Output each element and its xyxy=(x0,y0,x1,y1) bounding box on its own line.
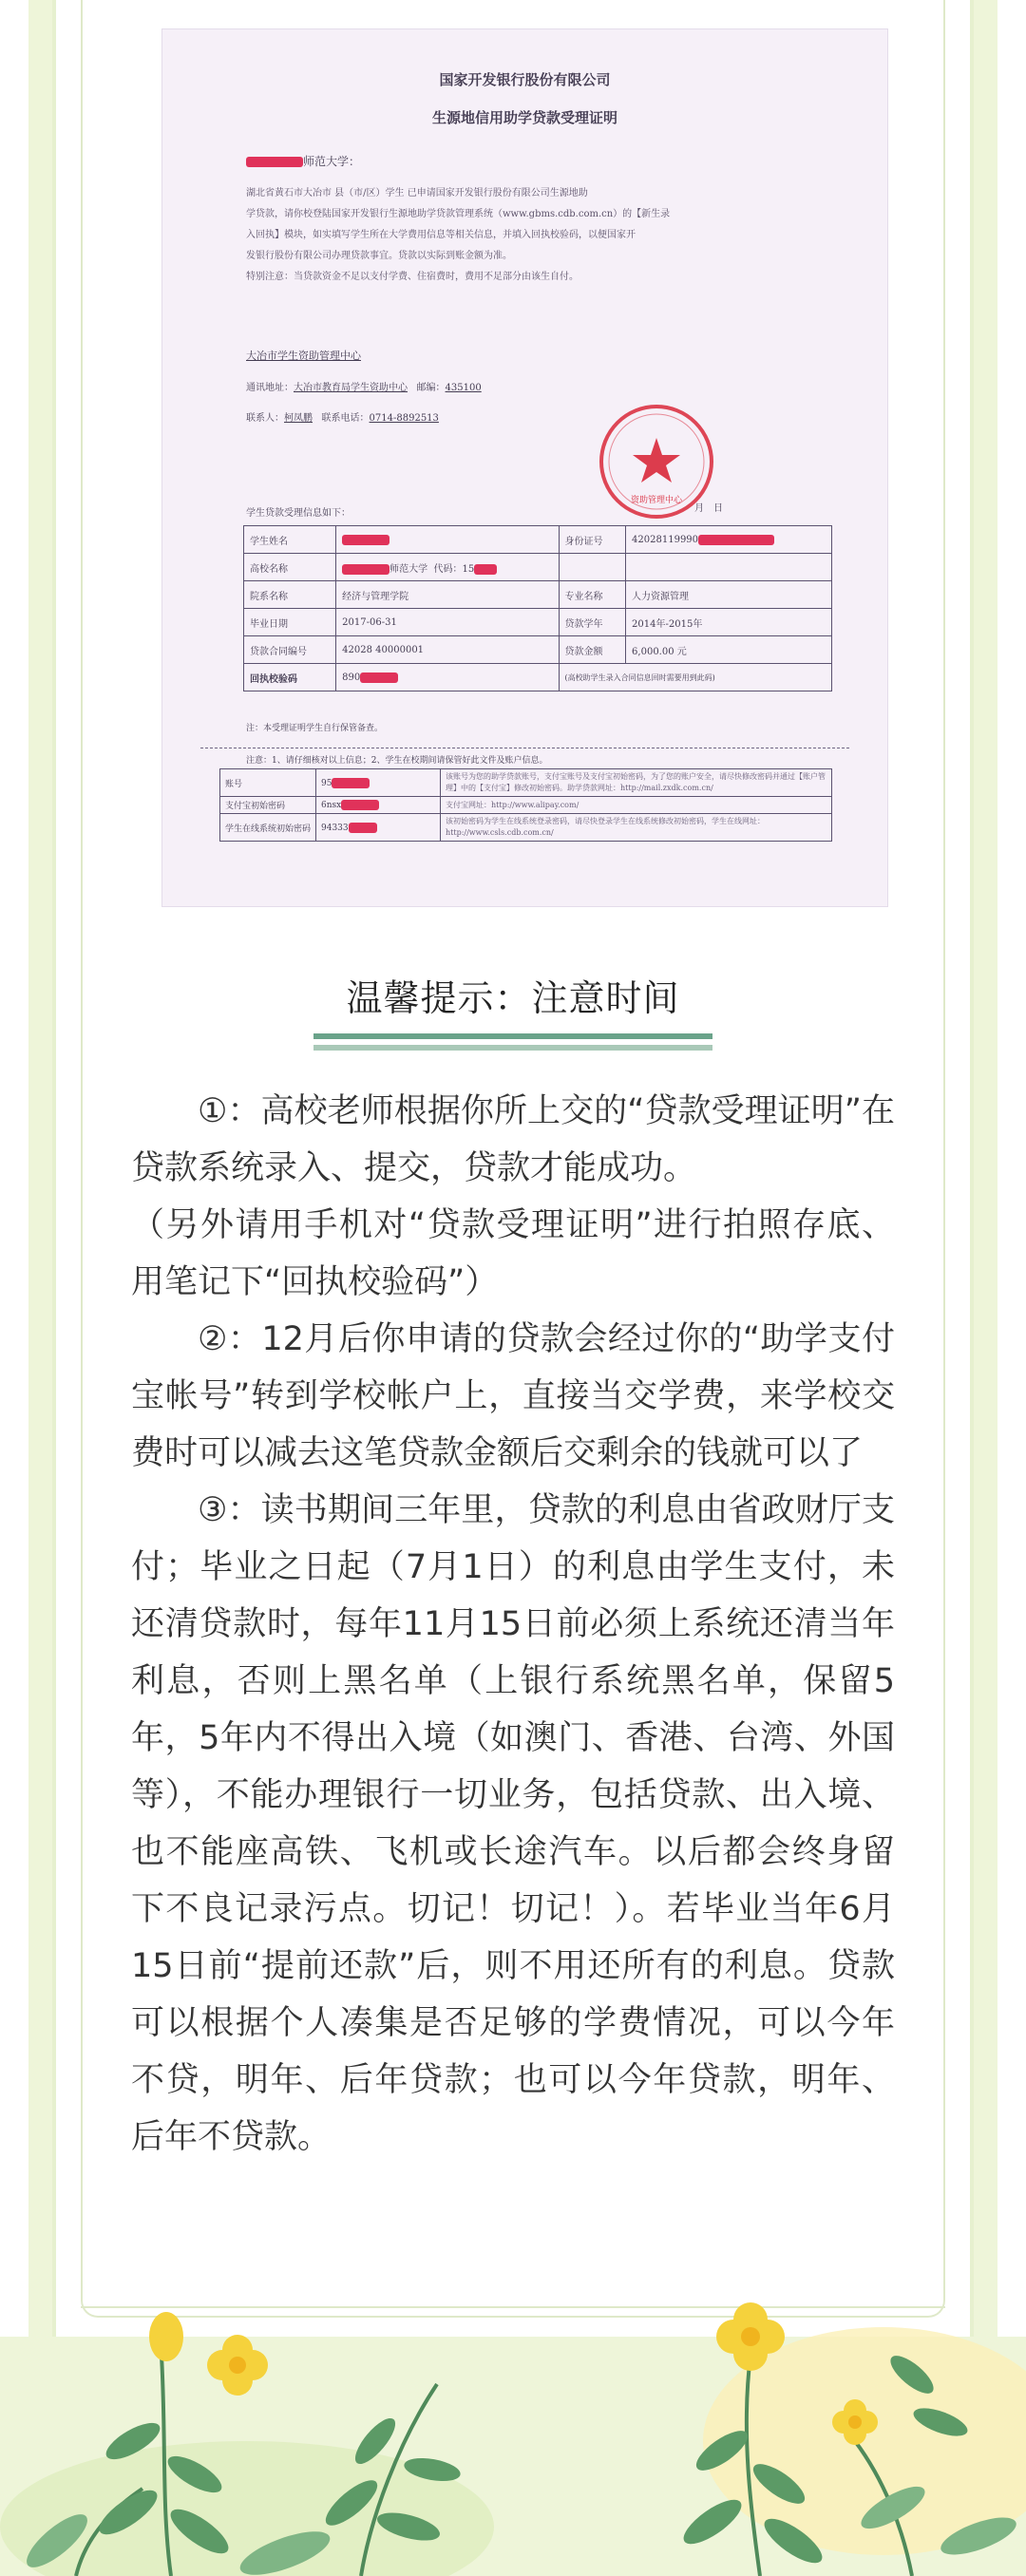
doc-bank-name: 国家开发银行股份有限公司 xyxy=(439,71,611,88)
table-row: 高校名称 师范大学 代码：15 xyxy=(244,554,832,581)
doc-note: 注：本受理证明学生自行保管备查。 xyxy=(246,724,384,733)
loan-certificate-scan xyxy=(162,28,888,907)
doc-title: 生源地信用助学贷款受理证明 xyxy=(431,109,618,126)
redaction-mark xyxy=(246,157,303,167)
tip-paragraph-2: ②：12月后你申请的贷款会经过你的“助学支付宝帐号”转到学校帐户上，直接当交学费，来学校交费时可以减去这笔贷款金额后交剩余的钱就可以了 xyxy=(131,1320,895,1472)
loan-info-table xyxy=(243,525,832,691)
table-row: 支付宝初始密码 6nsx 支付宝网址：http://www.alipay.com/ xyxy=(220,797,832,814)
doc-address: 通讯地址：大冶市教育局学生资助中心 邮编：435100 xyxy=(246,383,482,393)
doc-salutation: 师范大学： xyxy=(246,153,360,169)
doc-date: 月 日 xyxy=(694,503,723,514)
title-underline xyxy=(314,1033,712,1039)
table-row: 毕业日期 2017-06-31 贷款学年 2014年-2015年 xyxy=(244,609,832,636)
doc-contact: 联系人：柯凤鹏 联系电话：0714-8892513 xyxy=(246,413,439,424)
table-row: 学生姓名 身份证号 42028119990 xyxy=(244,526,832,554)
tip-paragraph-1: ①：高校老师根据你所上交的“贷款受理证明”在贷款系统录入、提交，贷款才能成功。 xyxy=(131,1092,895,1187)
tip-body xyxy=(131,1083,895,2166)
title-underline-light xyxy=(314,1045,712,1051)
table-row: 回执校验码 890 (高校助学生录入合同信息回时需要用到此码) xyxy=(244,664,832,691)
doc-info-title: 学生贷款受理信息如下： xyxy=(246,508,351,519)
tip-paragraph-note: （另外请用手机对“贷款受理证明”进行拍照存底、用笔记下“回执校验码”） xyxy=(131,1206,895,1301)
doc-center-name: 大冶市学生资助管理中心 xyxy=(246,350,361,362)
floral-footer-decoration xyxy=(0,2299,1026,2576)
doc-paragraph: 湖北省黄石市大冶市 县（市/区）学生 已申请国家开发银行股份有限公司生源地助 学贷款，请你校登陆国家开发银行生源地助学贷款管理系统（www.gbms.cdb.com.cn）的【新生录 入回执】模块，如实填写学生所在大学费用信息等相关信息，并填入回执校验码，以便国家开 发银行股份有限公司办理贷款事宜。贷款以实际到账金额为准。 特别注意：当贷款资金不足以支付学费、住宿费时，费用不足部分由该生自付。 xyxy=(246,188,671,282)
account-table xyxy=(219,768,832,842)
tip-paragraph-3: ③：读书期间三年里，贷款的利息由省政财厅支付；毕业之日起（7月1日）的利息由学生支付，未还清贷款时，每年11月15日前必须上系统还清当年利息，否则上黑名单（上银行系统黑名单，保留5年，5年内不得出入境（如澳门、香港、台湾、外国等），不能办理银行一切业务，包括贷款、出入境、也不能座高铁、飞机或长途汽车。以后都会终身留下不良记录污点。切记！切记！）。若毕业当年6月15日前“提前还款”后，则不用还所有的利息。贷款可以根据个人凑集是否足够的学费情况，可以今年不贷，明年、后年贷款；也可以今年贷款，明年、后年不贷款。 xyxy=(131,1491,895,2156)
doc-attention: 注意：1、请仔细核对以上信息；2、学生在校期间请保管好此文件及账户信息。 xyxy=(246,756,548,766)
table-row: 院系名称 经济与管理学院 专业名称 人力资源管理 xyxy=(244,581,832,609)
table-row: 贷款合同编号 42028 40000001 贷款金额 6,000.00 元 xyxy=(244,636,832,664)
table-row: 账号 95 该账号为您的助学贷款账号，支付宝账号及支付宝初始密码，为了您的账户安全，请尽快修改密码并通过【账户管理】中的【支付宝】修改初始密码。助学贷款网址：http://mail.zxdk.com.cn/ xyxy=(220,769,832,797)
table-row: 学生在线系统初始密码 94333 该初始密码为学生在线系统登录密码，请尽快登录学生在线系统修改初始密码，学生在线网址：http://www.csls.cdb.com.cn/ xyxy=(220,814,832,842)
tip-title: 温馨提示：注意时间 xyxy=(346,977,680,1019)
svg-text:资助管理中心: 资助管理中心 xyxy=(630,496,683,505)
